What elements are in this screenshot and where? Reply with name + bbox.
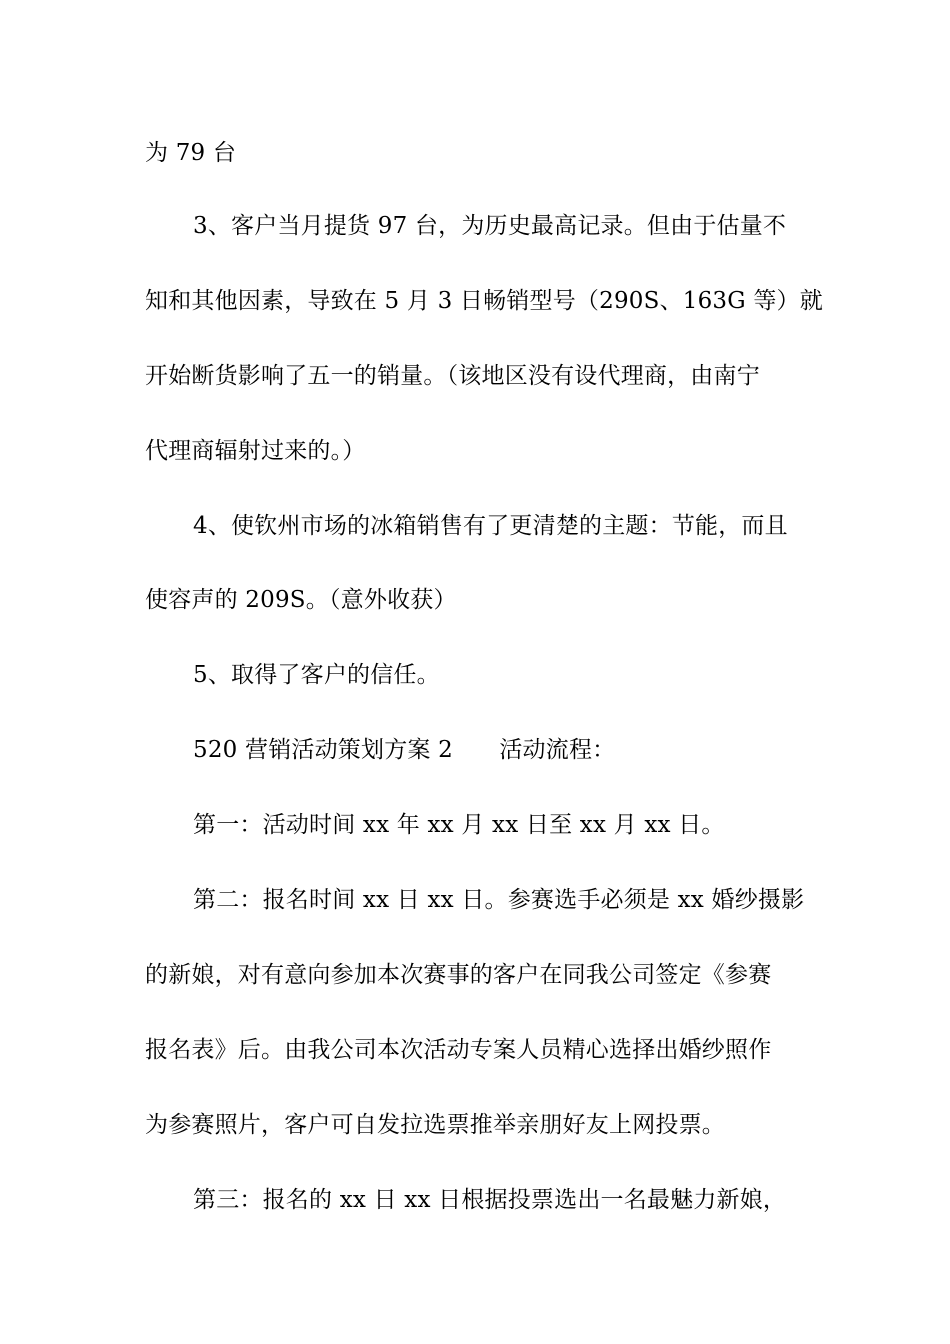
text-line: 3、客户当月提货 97 台，为历史最高记录。但由于估量不 (193, 213, 787, 239)
text-line: 第二：报名时间 xx 日 xx 日。参赛选手必须是 xx 婚纱摄影 (193, 887, 805, 913)
text-line: 第一：活动时间 xx 年 xx 月 xx 日至 xx 月 xx 日。 (193, 812, 725, 838)
text-line: 5、取得了客户的信任。 (193, 662, 440, 688)
text-line: 报名表》后。由我公司本次活动专案人员精心选择出婚纱照作 (145, 1037, 772, 1063)
text-line: 使容声的 209S。（意外收获） (145, 587, 457, 613)
section-heading: 520 营销活动策划方案 2 活动流程： (193, 737, 616, 763)
text-line: 第三：报名的 xx 日 xx 日根据投票选出一名最魅力新娘， (193, 1187, 787, 1213)
text-line: 开始断货影响了五一的销量。（该地区没有设代理商，由南宁 (145, 363, 760, 389)
text-line: 知和其他因素，导致在 5 月 3 日畅销型号（290S、163G 等）就 (145, 288, 823, 314)
text-line: 代理商辐射过来的。） (145, 438, 366, 464)
text-line: 为参赛照片，客户可自发拉选票推举亲朋好友上网投票。 (145, 1112, 725, 1138)
text-line: 的新娘，对有意向参加本次赛事的客户在同我公司签定《参赛 (145, 962, 772, 988)
text-line: 4、使钦州市场的冰箱销售有了更清楚的主题：节能，而且 (193, 513, 788, 539)
text-line: 为 79 台 (145, 140, 237, 166)
